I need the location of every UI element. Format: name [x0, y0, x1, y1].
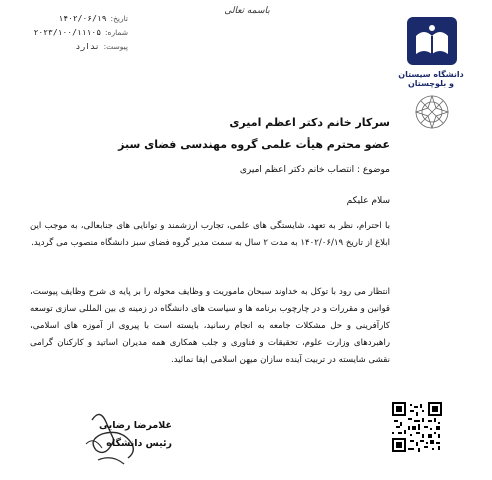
letter-meta: [28, 12, 128, 54]
date-value: ۱۴۰۲/۰۶/۱۹: [58, 14, 107, 23]
university-logo-icon: [406, 16, 458, 66]
attachment-value: ندارد: [75, 42, 100, 51]
body-paragraph: با احترام، نظر به تعهد، شایستگی های علمی، تجارب ارزشمند و توانایی های جنابعالی، به موجب این ابلاغ از تاریخ ۱۴۰۲/۰۶/۱۹ به مدت ۲ سال به سمت مدیر گروه فضای سبز دانشگاه منصوب می گردید.: [30, 221, 390, 248]
recipient-name: سرکار خانم دکتر اعظم امیری: [229, 116, 390, 129]
date-label: تاریخ:: [110, 14, 128, 23]
number-label: شماره:: [105, 28, 128, 37]
signatory-title: رئیس دانشگاه: [106, 438, 172, 449]
handwritten-signature-icon: [62, 400, 182, 470]
date-row: [28, 12, 128, 26]
recipient-block: [30, 112, 390, 156]
ornament-icon: [412, 92, 452, 132]
bismillah: باسمه تعالی: [224, 6, 270, 16]
qr-code-icon: [392, 402, 442, 452]
attachment-label: پیوست:: [103, 42, 128, 51]
subject-line: موضوع : انتصاب خانم دکتر اعظم امیری: [239, 165, 390, 175]
signatory-name: غلامرضا رضایی: [99, 420, 172, 431]
attachment-row: [28, 40, 128, 54]
number-row: [28, 26, 128, 40]
number-value: ۲۰۲۳/۱۰۰/۱۱۱۰۵: [33, 28, 102, 37]
recipient-position: عضو محترم هیأت علمی گروه مهندسی فضای سبز: [118, 138, 390, 151]
body-paragraph: انتظار می رود با توکل به خداوند سبحان ماموریت و وظایف محوله را بر پایه ی شرح وظایف پیوست، قوانین و مقررات و در چارچوب برنامه ها و سیاست های دانشگاه در زمینه ی بین المللی سازی توسعه کارآفرینی و حل مشکلات جامعه به انجام رسانید، بایسته است با پیروی از آموزه های اسلامی، راهبردهای وزارت علوم، تحقیقات و فناوری و جلب همکاری همه مدیران اساتید و کارکنان گرامی نقشی شایسته در تربیت آینده سازان میهن اسلامی ایفا نمائید.: [30, 287, 390, 365]
university-name: دانشگاه سیستان و بلوچستان: [398, 70, 464, 88]
salutation: سلام علیکم: [346, 196, 390, 206]
